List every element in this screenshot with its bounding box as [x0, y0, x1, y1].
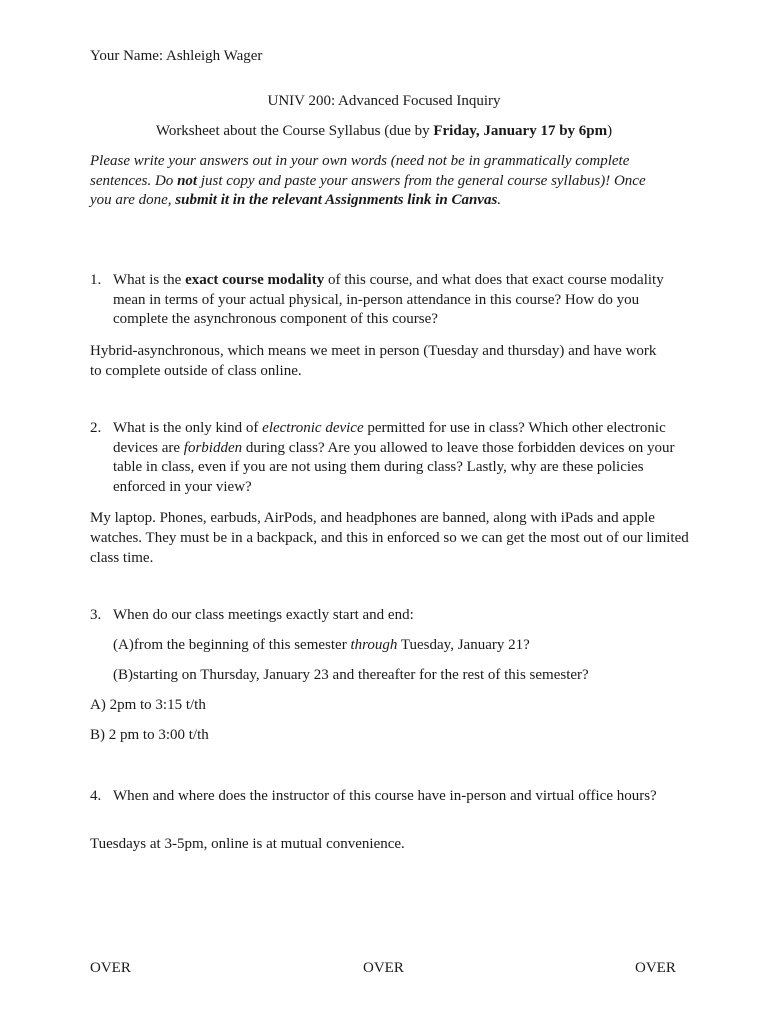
- question-3-part-a-text-2: Tuesday, January 21?: [397, 637, 530, 653]
- answer-1: Hybrid-asynchronous, which means we meet in person (Tuesday and thursday) and have work to complete outside of class online.: [90, 343, 657, 379]
- question-3-part-b-label: (B): [113, 667, 133, 683]
- question-3-part-b-text: starting on Thursday, January 23 and thereafter for the rest of this semester?: [133, 667, 589, 683]
- worksheet-title-suffix: ): [607, 123, 613, 139]
- answer-2: My laptop. Phones, earbuds, AirPods, and headphones are banned, along with iPads and apple watches. They must be in a backpack, and this in enforced so we can get the most out of our limited class time.: [90, 510, 689, 566]
- question-3-text: When do our class meetings exactly start and end:: [113, 607, 414, 623]
- question-2-number: 2.: [90, 420, 102, 436]
- question-1-emphasis: exact course modality: [185, 272, 325, 288]
- instructions-part-5: .: [497, 192, 502, 208]
- question-3-part-a: [113, 636, 530, 655]
- question-4-text: When and where does the instructor of this course have in-person and virtual office hours?: [113, 788, 657, 804]
- answer-4: Tuesdays at 3-5pm, online is at mutual convenience.: [90, 836, 405, 852]
- answer-3b: B) 2 pm to 3:00 t/th: [90, 727, 209, 743]
- question-1-text-b: of this course, and what does that exact course modality mean in terms of your actual physical, in-person attendance in this course? How do you complete the asynchronous component of this course?: [113, 272, 664, 328]
- question-1-text: [113, 271, 688, 330]
- footer-over-right: OVER: [635, 960, 676, 976]
- question-3-part-a-text-1: from the beginning of this semester: [133, 637, 351, 653]
- footer-over-left: OVER: [90, 960, 131, 976]
- course-title: UNIV 200: Advanced Focused Inquiry: [267, 93, 501, 109]
- worksheet-title-prefix: Worksheet about the Course Syllabus (due by: [155, 123, 434, 139]
- question-3-part-a-italic: through: [350, 637, 398, 653]
- instructions-paragraph: [90, 152, 650, 211]
- question-3-number: 3.: [90, 607, 102, 623]
- question-4-number: 4.: [90, 788, 102, 804]
- question-2-text-a: What is the only kind of: [113, 420, 263, 436]
- question-1-number: 1.: [90, 272, 102, 288]
- question-2-italic-forbidden: forbidden: [183, 439, 243, 456]
- question-2-text-b: permitted for use in class? Which other electronic devices are: [113, 420, 666, 456]
- footer-over-center: OVER: [363, 960, 404, 976]
- question-2-italic-device: electronic device: [262, 420, 364, 436]
- instructions-submit-emphasis: submit it in the relevant Assignments link in Canvas: [175, 192, 498, 208]
- question-3-part-a-label: (A): [113, 637, 134, 653]
- instructions-part-1: Please write your answers out in your own words (need not be in grammatically complete sentences. Do: [90, 153, 630, 189]
- worksheet-due-date: Friday, January 17 by 6pm: [433, 123, 608, 139]
- instructions-part-3: just copy and paste your answers from the general course syllabus)! Once you are done,: [90, 172, 646, 208]
- question-2-text: [113, 419, 688, 498]
- student-name-line: Your Name: Ashleigh Wager: [90, 48, 263, 64]
- answer-3a: A) 2pm to 3:15 t/th: [90, 697, 206, 713]
- question-3-part-b: [113, 666, 589, 685]
- worksheet-title: [0, 123, 768, 140]
- instructions-not-emphasis: not: [177, 172, 198, 189]
- question-1-text-a: What is the: [113, 272, 186, 288]
- question-2-text-c: during class? Are you allowed to leave those forbidden devices on your table in class, even if you are not using them during class? Lastly, why are these policies enforced in your view?: [113, 439, 675, 496]
